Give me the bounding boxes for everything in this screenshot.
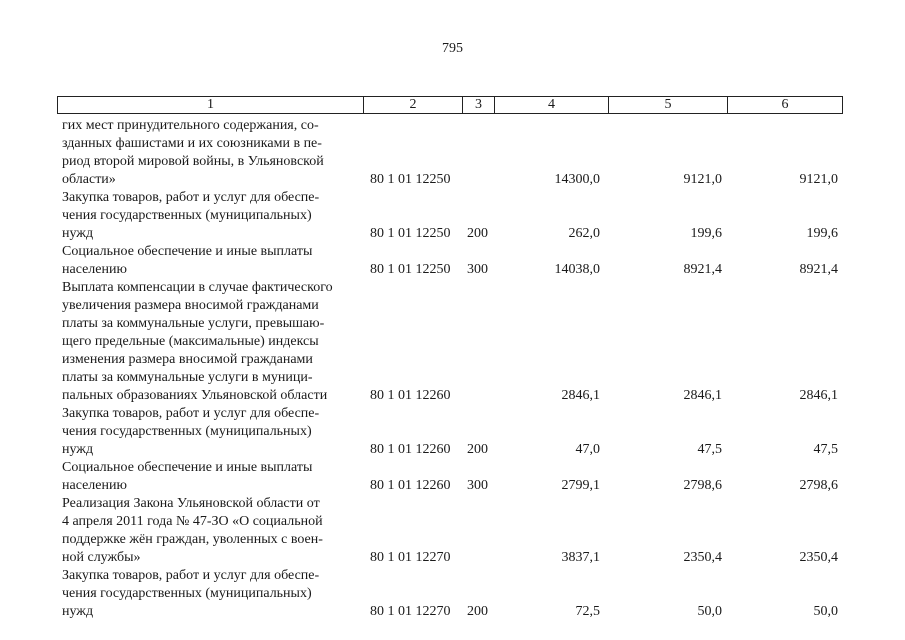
- row-description: Закупка товаров, работ и услуг для обеспе- чения государственных (муниципальных) нужд: [62, 568, 320, 619]
- table-row: [62, 459, 842, 495]
- row-description: Реализация Закона Ульяновской области от 4 апреля 2011 года № 47-ЗО «О социальной поддержке жён граждан, уволенных с воен- ной службы»: [62, 496, 323, 565]
- header-col-6: 6: [781, 97, 789, 112]
- row-type: 300: [467, 262, 488, 277]
- row-type: 300: [467, 478, 488, 493]
- table-row: [62, 495, 842, 567]
- table-row: [62, 243, 842, 279]
- table-body: [62, 117, 842, 621]
- row-value-col4: 3837,1: [561, 550, 600, 565]
- row-type: 200: [467, 604, 488, 619]
- row-value-col4: 47,0: [575, 442, 600, 457]
- row-value-col4: 262,0: [568, 226, 600, 241]
- row-value-col5: 2846,1: [683, 388, 722, 403]
- table-row: [62, 405, 842, 459]
- row-value-col5: 9121,0: [683, 172, 722, 187]
- row-code: 80 1 01 12270: [370, 550, 451, 565]
- row-value-col5: 2350,4: [683, 550, 722, 565]
- header-col-2: 2: [364, 97, 463, 113]
- row-value-col5: 8921,4: [683, 262, 722, 277]
- row-value-col4: 2846,1: [561, 388, 600, 403]
- row-description: Закупка товаров, работ и услуг для обеспе- чения государственных (муниципальных) нужд: [62, 190, 320, 241]
- header-col-1: 1: [58, 97, 364, 113]
- row-code: 80 1 01 12250: [370, 226, 451, 241]
- table-row: [62, 567, 842, 621]
- row-value-col6: 9121,0: [799, 172, 838, 187]
- row-value-col6: 8921,4: [799, 262, 838, 277]
- table-row: [62, 117, 842, 189]
- row-description: Закупка товаров, работ и услуг для обеспе- чения государственных (муниципальных) нужд: [62, 406, 320, 457]
- row-description: Социальное обеспечение и иные выплаты населению: [62, 244, 313, 277]
- row-description: гих мест принудительного содержания, со- зданных фашистами и их союзниками в пе- риод второй мировой войны, в Ульяновской области»: [62, 118, 324, 187]
- row-value-col6: 199,6: [806, 226, 838, 241]
- row-value-col5: 2798,6: [683, 478, 722, 493]
- row-value-col5: 50,0: [697, 604, 722, 619]
- row-value-col6: 2798,6: [799, 478, 838, 493]
- row-code: 80 1 01 12260: [370, 478, 451, 493]
- row-code: 80 1 01 12270: [370, 604, 451, 619]
- page-number: 795: [442, 41, 463, 56]
- row-description: Социальное обеспечение и иные выплаты населению: [62, 460, 313, 493]
- row-code: 80 1 01 12260: [370, 388, 451, 403]
- row-value-col6: 2350,4: [799, 550, 838, 565]
- row-type: 200: [467, 226, 488, 241]
- table-row: [62, 189, 842, 243]
- table-row: [62, 279, 842, 405]
- row-value-col5: 199,6: [690, 226, 722, 241]
- header-col-4: 4: [495, 97, 609, 113]
- row-value-col4: 14038,0: [554, 262, 600, 277]
- row-value-col4: 2799,1: [561, 478, 600, 493]
- row-type: 200: [467, 442, 488, 457]
- row-value-col6: 50,0: [813, 604, 838, 619]
- row-value-col6: 2846,1: [799, 388, 838, 403]
- row-value-col4: 72,5: [575, 604, 600, 619]
- row-code: 80 1 01 12250: [370, 262, 451, 277]
- table-header: [57, 96, 843, 114]
- header-col-5: 5: [609, 97, 728, 113]
- header-col-3: 3: [463, 97, 495, 113]
- row-value-col4: 14300,0: [554, 172, 600, 187]
- row-description: Выплата компенсации в случае фактического увеличения размера вносимой гражданами платы за коммунальные услуги, превышаю- щего предельные (максимальные) индексы изменения размера вносимой гражданами платы за коммунальные услуги в муници- пальных образованиях Ульяновской области: [62, 280, 333, 403]
- row-code: 80 1 01 12260: [370, 442, 451, 457]
- row-code: 80 1 01 12250: [370, 172, 451, 187]
- row-value-col6: 47,5: [813, 442, 838, 457]
- row-value-col5: 47,5: [697, 442, 722, 457]
